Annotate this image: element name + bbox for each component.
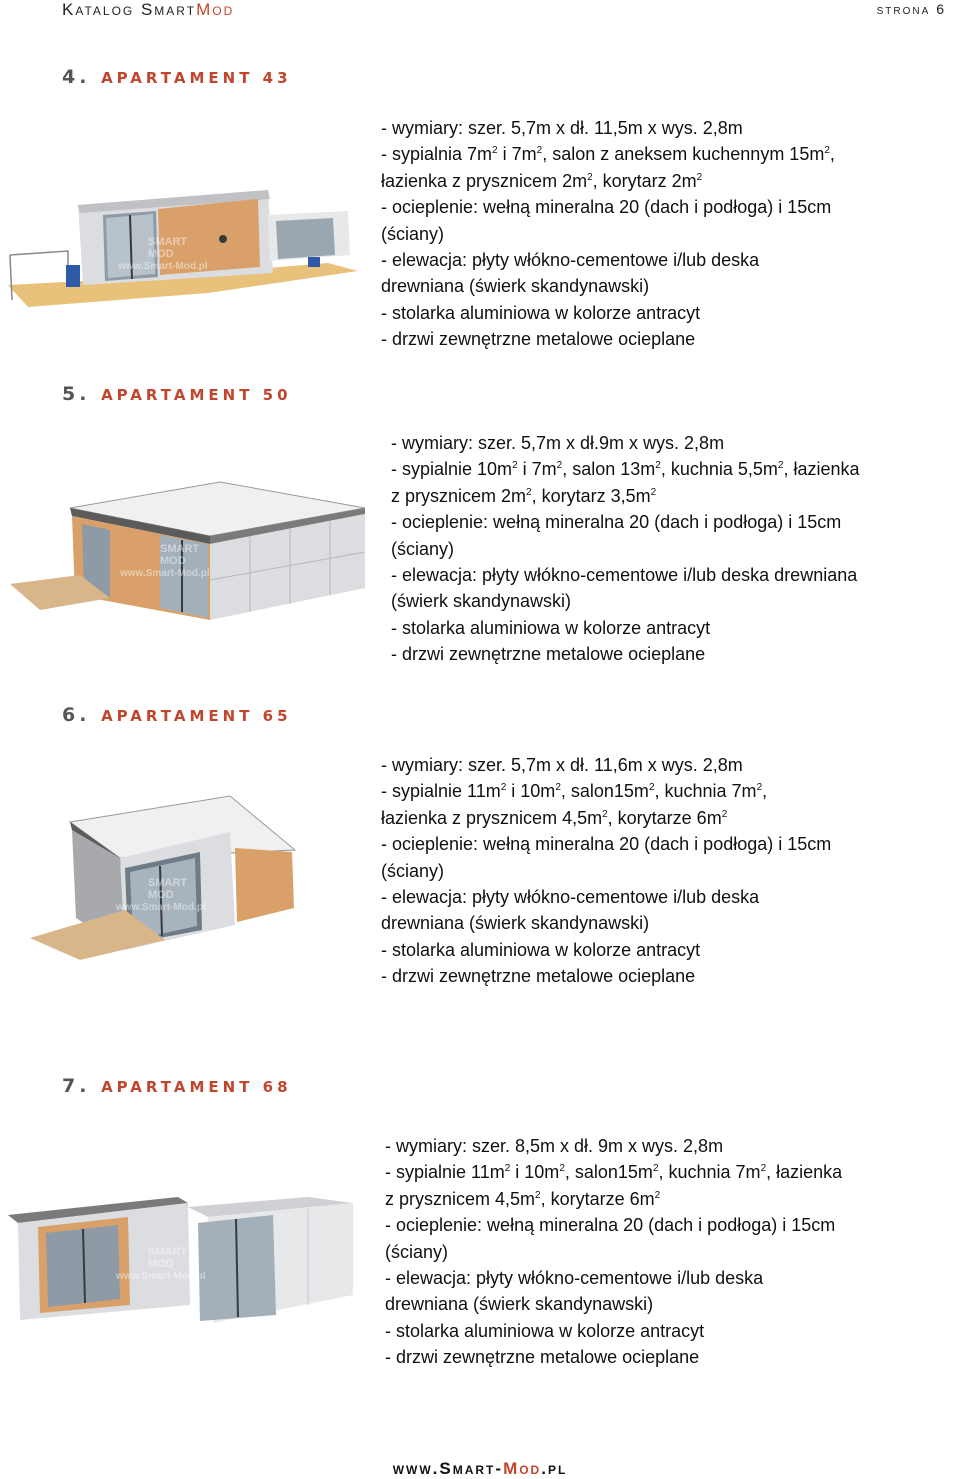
footer-url-accent: Mod: [503, 1459, 542, 1478]
section-name: APARTAMENT 68: [101, 1078, 292, 1096]
svg-text:www.Smart-Mod.pl: www.Smart-Mod.pl: [120, 568, 210, 579]
superscript: 2: [602, 808, 608, 820]
footer-url[interactable]: [0, 1459, 960, 1479]
superscript: 2: [654, 1189, 661, 1201]
spec-text: , korytarz 3,5m: [531, 485, 651, 506]
spec-text: łazienka z prysznicem 4,5m: [381, 807, 603, 828]
spec-text: (ściany): [381, 860, 445, 881]
superscript: 2: [721, 808, 728, 820]
spec-line: [385, 1186, 842, 1212]
spec-line: [385, 1318, 842, 1344]
spec-text: - wymiary: szer. 8,5m x dł. 9m x wys. 2,8m: [385, 1136, 724, 1156]
spec-line: [385, 1291, 842, 1317]
spec-text: z prysznicem 4,5m: [385, 1188, 536, 1209]
spec-text: - ocieplenie: wełną mineralna 20 (dach i podłoga) i 15cm: [381, 197, 832, 218]
spec-line: [381, 326, 835, 352]
superscript: 2: [824, 145, 830, 157]
spec-text: - stolarka aluminiowa w kolorze antracyt: [381, 302, 701, 323]
spec-text: (ściany): [391, 538, 455, 559]
spec-line: [391, 430, 860, 456]
spec-text: drewniana (świerk skandynawski): [381, 913, 650, 934]
spec-text: (ściany): [381, 223, 445, 244]
spec-text: , łazienka: [783, 459, 860, 480]
section-name: APARTAMENT 43: [101, 69, 292, 87]
svg-text:MOD: MOD: [148, 1258, 174, 1270]
spec-text: ,: [762, 781, 768, 802]
catalog-title-accent: Mod: [196, 0, 235, 19]
spec-text: - elewacja: płyty włókno-cementowe i/lub deska: [385, 1268, 764, 1289]
spec-text: - ocieplenie: wełną mineralna 20 (dach i podłoga) i 15cm: [391, 512, 842, 533]
section-number: 6.: [62, 704, 91, 726]
svg-text:MOD: MOD: [148, 889, 174, 901]
apartment-43-render: [8, 185, 358, 315]
spec-text: , korytarz 2m: [592, 170, 697, 191]
spec-text: , salon15m: [564, 1162, 653, 1183]
apartment-68-description: [385, 1133, 842, 1371]
spec-text: - drzwi zewnętrzne metalowe ocieplane: [381, 329, 696, 350]
spec-text: - elewacja: płyty włókno-cementowe i/lub deska: [381, 887, 760, 908]
superscript: 2: [526, 486, 532, 498]
spec-text: , korytarze 6m: [607, 807, 722, 828]
spec-line: [391, 641, 860, 667]
superscript: 2: [492, 145, 498, 157]
svg-text:www.Smart-Mod.pl: www.Smart-Mod.pl: [118, 261, 208, 272]
spec-text: - ocieplenie: wełną mineralna 20 (dach i podłoga) i 15cm: [381, 834, 832, 855]
spec-line: [381, 141, 835, 167]
section-title-7: [62, 1075, 292, 1097]
superscript: 2: [504, 1163, 511, 1175]
spec-line: [381, 194, 835, 220]
svg-text:SMART: SMART: [148, 1246, 188, 1258]
spec-text: - wymiary: szer. 5,7m x dł.9m x wys. 2,8m: [391, 433, 725, 453]
spec-line: [385, 1344, 842, 1370]
spec-text: i 10m: [506, 781, 556, 802]
section-title-4: [62, 66, 292, 88]
spec-line: [385, 1159, 842, 1185]
spec-text: i 7m: [517, 459, 557, 480]
svg-text:MOD: MOD: [148, 248, 174, 260]
spec-text: ,: [829, 144, 835, 165]
apartment-50-description: [391, 430, 860, 668]
spec-line: [391, 562, 860, 588]
superscript: 2: [512, 460, 518, 472]
spec-line: [381, 273, 835, 299]
superscript: 2: [652, 1163, 659, 1175]
spec-line: [385, 1265, 842, 1291]
spec-line: [381, 752, 831, 778]
spec-text: drewniana (świerk skandynawski): [381, 276, 650, 297]
page-label: strona 6: [876, 1, 946, 17]
spec-text: - elewacja: płyty włókno-cementowe i/lub deska: [381, 250, 760, 271]
superscript: 2: [555, 782, 561, 794]
spec-line: [381, 168, 835, 194]
svg-text:SMART: SMART: [148, 236, 188, 248]
catalog-title-prefix: Katalog Smart: [62, 0, 197, 19]
catalog-title: [62, 0, 234, 20]
spec-text: - drzwi zewnętrzne metalowe ocieplane: [391, 644, 706, 665]
spec-text: i 7m: [497, 144, 537, 165]
spec-line: [391, 615, 860, 641]
section-number: 4.: [62, 66, 91, 88]
spec-text: - stolarka aluminiowa w kolorze antracyt: [391, 617, 711, 638]
spec-text: i 10m: [510, 1162, 560, 1183]
spec-text: , kuchnia 5,5m: [660, 459, 778, 480]
superscript: 2: [536, 145, 543, 157]
spec-text: - sypialnie 11m: [385, 1162, 505, 1183]
spec-text: - wymiary: szer. 5,7m x dł. 11,6m x wys. 2,8m: [381, 755, 743, 775]
footer-url-suffix: .pl: [541, 1459, 568, 1478]
spec-line: [381, 778, 831, 804]
section-number: 5.: [62, 383, 91, 405]
spec-text: - elewacja: płyty włókno-cementowe i/lub deska drewniana: [391, 565, 858, 586]
spec-line: [391, 509, 860, 535]
spec-line: [381, 247, 835, 273]
spec-text: , kuchnia 7m: [654, 781, 757, 802]
spec-text: , kuchnia 7m: [658, 1162, 761, 1183]
spec-text: drewniana (świerk skandynawski): [385, 1294, 654, 1315]
section-title-5: [62, 383, 292, 405]
spec-text: , salon15m: [560, 781, 649, 802]
spec-text: - drzwi zewnętrzne metalowe ocieplane: [381, 966, 696, 987]
svg-text:www.Smart-Mod.pl: www.Smart-Mod.pl: [116, 902, 206, 913]
apartment-50-render: [10, 480, 370, 630]
spec-text: , łazienka: [766, 1162, 843, 1183]
section-title-6: [62, 704, 292, 726]
apartment-65-render: [30, 790, 300, 960]
superscript: 2: [756, 782, 763, 794]
spec-text: - stolarka aluminiowa w kolorze antracyt: [385, 1320, 705, 1341]
superscript: 2: [648, 782, 655, 794]
spec-text: łazienka z prysznicem 2m: [381, 170, 588, 191]
spec-text: - sypialnia 7m: [381, 144, 493, 165]
spec-text: - drzwi zewnętrzne metalowe ocieplane: [385, 1347, 700, 1368]
spec-line: [381, 831, 831, 857]
superscript: 2: [535, 1189, 541, 1201]
superscript: 2: [777, 460, 784, 472]
spec-line: [391, 483, 860, 509]
spec-text: (świerk skandynawski): [391, 591, 572, 612]
section-number: 7.: [62, 1075, 91, 1097]
spec-text: - sypialnie 10m: [391, 459, 513, 480]
spec-line: [381, 937, 831, 963]
footer-url-prefix: www.Smart-: [392, 1459, 504, 1478]
spec-line: [381, 884, 831, 910]
svg-text:SMART: SMART: [160, 543, 200, 555]
spec-line: [385, 1133, 842, 1159]
spec-text: z prysznicem 2m: [391, 485, 527, 506]
svg-text:MOD: MOD: [160, 555, 186, 567]
superscript: 2: [650, 486, 657, 498]
spec-line: [391, 536, 860, 562]
superscript: 2: [760, 1163, 767, 1175]
section-name: APARTAMENT 50: [101, 386, 292, 404]
spec-text: , korytarze 6m: [540, 1188, 655, 1209]
apartment-43-description: [381, 115, 835, 353]
spec-line: [381, 115, 835, 141]
spec-text: , salon 13m: [562, 459, 656, 480]
spec-line: [391, 456, 860, 482]
spec-text: , salon z aneksem kuchennym 15m: [542, 144, 825, 165]
spec-text: - ocieplenie: wełną mineralna 20 (dach i podłoga) i 15cm: [385, 1215, 836, 1236]
spec-text: (ściany): [385, 1241, 449, 1262]
spec-text: - wymiary: szer. 5,7m x dł. 11,5m x wys. 2,8m: [381, 118, 743, 138]
spec-line: [381, 910, 831, 936]
spec-text: - sypialnie 11m: [381, 781, 501, 802]
spec-line: [385, 1212, 842, 1238]
spec-text: - stolarka aluminiowa w kolorze antracyt: [381, 939, 701, 960]
spec-line: [391, 588, 860, 614]
spec-line: [381, 805, 831, 831]
superscript: 2: [655, 460, 661, 472]
spec-line: [381, 300, 835, 326]
apartment-68-render: [8, 1195, 358, 1330]
superscript: 2: [500, 782, 507, 794]
spec-line: [381, 221, 835, 247]
superscript: 2: [556, 460, 563, 472]
superscript: 2: [559, 1163, 565, 1175]
svg-text:SMART: SMART: [148, 877, 188, 889]
spec-line: [381, 858, 831, 884]
section-name: APARTAMENT 65: [101, 707, 292, 725]
spec-line: [385, 1239, 842, 1265]
superscript: 2: [696, 171, 703, 183]
apartment-65-description: [381, 752, 831, 990]
superscript: 2: [587, 171, 593, 183]
spec-line: [381, 963, 831, 989]
svg-text:www.Smart-Mod.pl: www.Smart-Mod.pl: [116, 1271, 206, 1282]
